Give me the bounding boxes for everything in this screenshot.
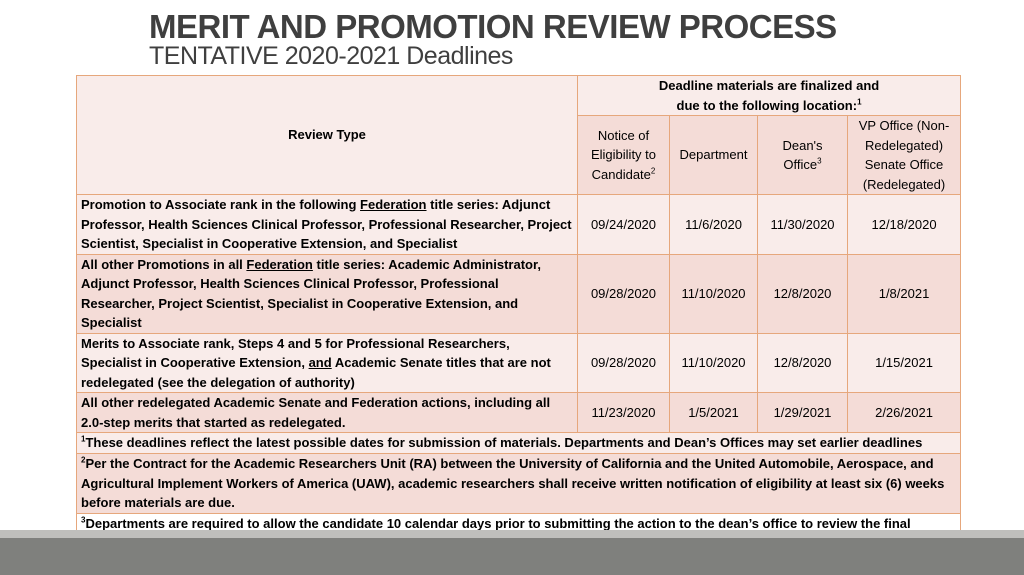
footer-band-light xyxy=(0,530,1024,538)
department-date-cell: 11/10/2020 xyxy=(670,254,758,333)
review-type-underlined: and xyxy=(308,355,332,370)
deadline-group-header-line1: Deadline materials are finalized and xyxy=(658,78,880,93)
department-date-cell: 11/10/2020 xyxy=(670,333,758,393)
table-row xyxy=(77,333,961,393)
deans-office-date-cell: 12/8/2020 xyxy=(758,254,848,333)
notice-date-cell: 09/24/2020 xyxy=(578,195,670,255)
review-type-cell xyxy=(77,195,578,255)
deans-office-date-cell: 12/8/2020 xyxy=(758,333,848,393)
deadline-group-header xyxy=(578,76,961,116)
review-type-text: Merits to Associate rank, Steps 4 and 5 for Professional Researchers, Specialist in Cooperative Extension, xyxy=(81,335,510,370)
review-type-header-label: Review Type xyxy=(288,127,366,143)
column-header-deans-office xyxy=(758,116,848,195)
footnote-text: Departments are required to allow the candidate 10 calendar days prior to submitting the action to the dean’s office to review the final xyxy=(85,515,911,531)
review-type-cell xyxy=(77,254,578,333)
review-type-text: All other redelegated Academic Senate and Federation actions, including all 2.0-step merits that started as redelegated. xyxy=(81,395,551,430)
footnote-row xyxy=(77,433,961,454)
footnote-text: Per the Contract for the Academic Researchers Unit (RA) between the University of California and the United Automobile, Aerospace, and Agricultural Implement Workers of America (UAW), academic researchers shall receive written notification of eligibility at least six (6) weeks before materials are due. xyxy=(81,456,945,510)
review-type-text: Academic Senate titles that are not redelegated (see the delegation of authority) xyxy=(81,355,551,390)
column-header-notice-label: Notice of Eligibility to Candidate xyxy=(590,127,657,182)
footnote-number: 2 xyxy=(81,455,86,465)
column-header-vp-office xyxy=(848,116,961,195)
review-type-text: All other Promotions in all xyxy=(81,256,247,272)
review-type-underlined: Federation xyxy=(360,197,427,212)
table-row xyxy=(77,195,961,255)
footnote-text: These deadlines reflect the latest possible dates for submission of materials. Departments and Dean’s Offices may set earlier deadlines xyxy=(85,435,923,451)
footnote-ref-2: 2 xyxy=(650,166,656,176)
notice-date-cell: 09/28/2020 xyxy=(578,333,670,393)
footnote-ref-1: 1 xyxy=(857,97,862,107)
footnote-2 xyxy=(77,454,961,514)
table-row xyxy=(77,254,961,333)
column-header-department xyxy=(670,116,758,195)
page-title: MERIT AND PROMOTION REVIEW PROCESS xyxy=(149,8,837,45)
review-type-cell xyxy=(77,393,578,433)
footnote-number: 3 xyxy=(81,515,86,525)
footnote-number: 1 xyxy=(81,434,86,444)
table-row xyxy=(77,393,961,433)
column-header-vp-office-label: VP Office (Non-Redelegated) Senate Office (Redelegated) xyxy=(858,118,950,192)
notice-date-cell: 11/23/2020 xyxy=(578,393,670,433)
footer-band-dark xyxy=(0,538,1024,575)
page-subtitle: TENTATIVE 2020-2021 Deadlines xyxy=(149,42,513,70)
review-type-text: Promotion to Associate rank in the following xyxy=(81,197,361,212)
vp-office-date-cell: 1/15/2021 xyxy=(848,333,961,393)
column-header-notice xyxy=(578,116,670,195)
deans-office-date-cell: 1/29/2021 xyxy=(758,393,848,433)
footnote-ref-3: 3 xyxy=(817,156,822,166)
department-date-cell: 11/6/2020 xyxy=(670,195,758,255)
review-type-cell xyxy=(77,333,578,393)
deadline-group-header-line2: due to the following location: xyxy=(676,97,858,113)
column-header-deans-office-label: Dean's Office xyxy=(782,137,823,172)
vp-office-date-cell: 12/18/2020 xyxy=(848,195,961,255)
column-header-department-label: Department xyxy=(679,147,748,163)
notice-date-cell: 09/28/2020 xyxy=(578,254,670,333)
deans-office-date-cell: 11/30/2020 xyxy=(758,195,848,255)
footnote-1 xyxy=(77,433,961,454)
department-date-cell: 1/5/2021 xyxy=(670,393,758,433)
vp-office-date-cell: 2/26/2021 xyxy=(848,393,961,433)
deadlines-table xyxy=(76,75,961,554)
review-type-underlined: Federation xyxy=(246,256,313,272)
vp-office-date-cell: 1/8/2021 xyxy=(848,254,961,333)
footnote-row xyxy=(77,454,961,514)
review-type-text: title series: Adjunct Professor, Health Sciences Clinical Professor, Professional Researcher, Project Scientist, Specialist in Cooperative Extension, and Specialist xyxy=(81,197,572,251)
review-type-header xyxy=(77,76,578,195)
review-type-text: title series: Academic Administrator, Adjunct Professor, Health Sciences Clinical Professor, Professional Researcher, Project Scientist, Specialist in Cooperative Extension, and Specialist xyxy=(81,256,541,330)
